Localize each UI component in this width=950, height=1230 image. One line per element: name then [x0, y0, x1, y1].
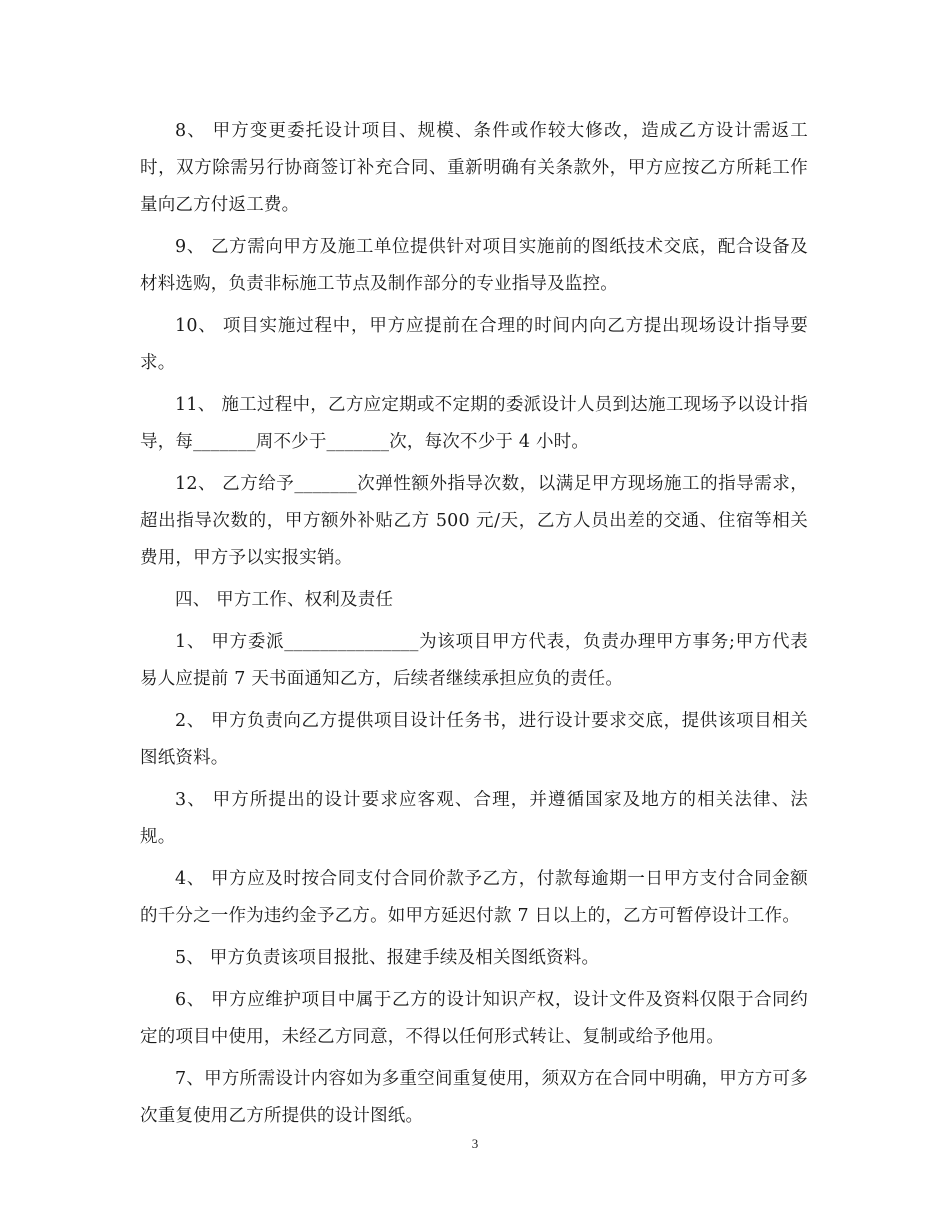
- paragraph-a5-approvals: 5、 甲方负责该项目报批、报建手续及相关图纸资料。: [175, 948, 600, 968]
- paragraph-a7-repeated-use: 7、甲方所需设计内容如为多重空间重复使用，须双方在合同中明确，甲方方可多次重复使用乙方所提供的设计图纸。: [140, 1069, 808, 1126]
- paragraph-a4-payment: 4、 甲方应及时按合同支付合同价款予乙方，付款每逾期一日甲方支付合同金额的千分之一作为违约金予乙方。如甲方延迟付款 7 日以上的，乙方可暂停设计工作。: [140, 869, 808, 926]
- document-body: [140, 113, 808, 1140]
- paragraph-a3-requirements: 3、 甲方所提出的设计要求应客观、合理，并遵循国家及地方的相关法律、法规。: [140, 790, 808, 847]
- paragraph-8-design-change: 8、 甲方变更委托设计项目、规模、条件或作较大修改，造成乙方设计需返工时，双方除需另行协商签订补充合同、重新明确有关条款外，甲方应按乙方所耗工作量向乙方付返工费。: [140, 121, 808, 215]
- paragraph-a1-representative: 1、 甲方委派_______________为该项目甲方代表，负责办理甲方事务;甲方代表易人应提前 7 天书面通知乙方，后续者继续承担应负的责任。: [140, 632, 808, 689]
- paragraph-12-extra-guidance: 12、 乙方给予_______次弹性额外指导次数，以满足甲方现场施工的指导需求，超出指导次数的，甲方额外补贴乙方 500 元/天，乙方人员出差的交通、住宿等相关费用，甲方予以实报实销。: [140, 474, 808, 568]
- paragraph-11-site-visits: 11、 施工过程中，乙方应定期或不定期的委派设计人员到达施工现场予以设计指导，每_______周不少于_______次，每次不少于 4 小时。: [140, 395, 808, 452]
- paragraph-10-site-guidance-request: 10、 项目实施过程中，甲方应提前在合理的时间内向乙方提出现场设计指导要求。: [140, 316, 808, 373]
- page-number: 3: [471, 1136, 479, 1151]
- section-heading-party-a-duties: 四、 甲方工作、权利及责任: [175, 590, 394, 610]
- paragraph-9-technical-briefing: 9、 乙方需向甲方及施工单位提供针对项目实施前的图纸技术交底，配合设备及材料选购，负责非标施工节点及制作部分的专业指导及监控。: [140, 237, 808, 294]
- paragraph-a6-intellectual-property: 6、 甲方应维护项目中属于乙方的设计知识产权，设计文件及资料仅限于合同约定的项目中使用，未经乙方同意，不得以任何形式转让、复制或给予他用。: [140, 990, 808, 1047]
- paragraph-a2-design-brief: 2、 甲方负责向乙方提供项目设计任务书，进行设计要求交底，提供该项目相关图纸资料。: [140, 711, 808, 768]
